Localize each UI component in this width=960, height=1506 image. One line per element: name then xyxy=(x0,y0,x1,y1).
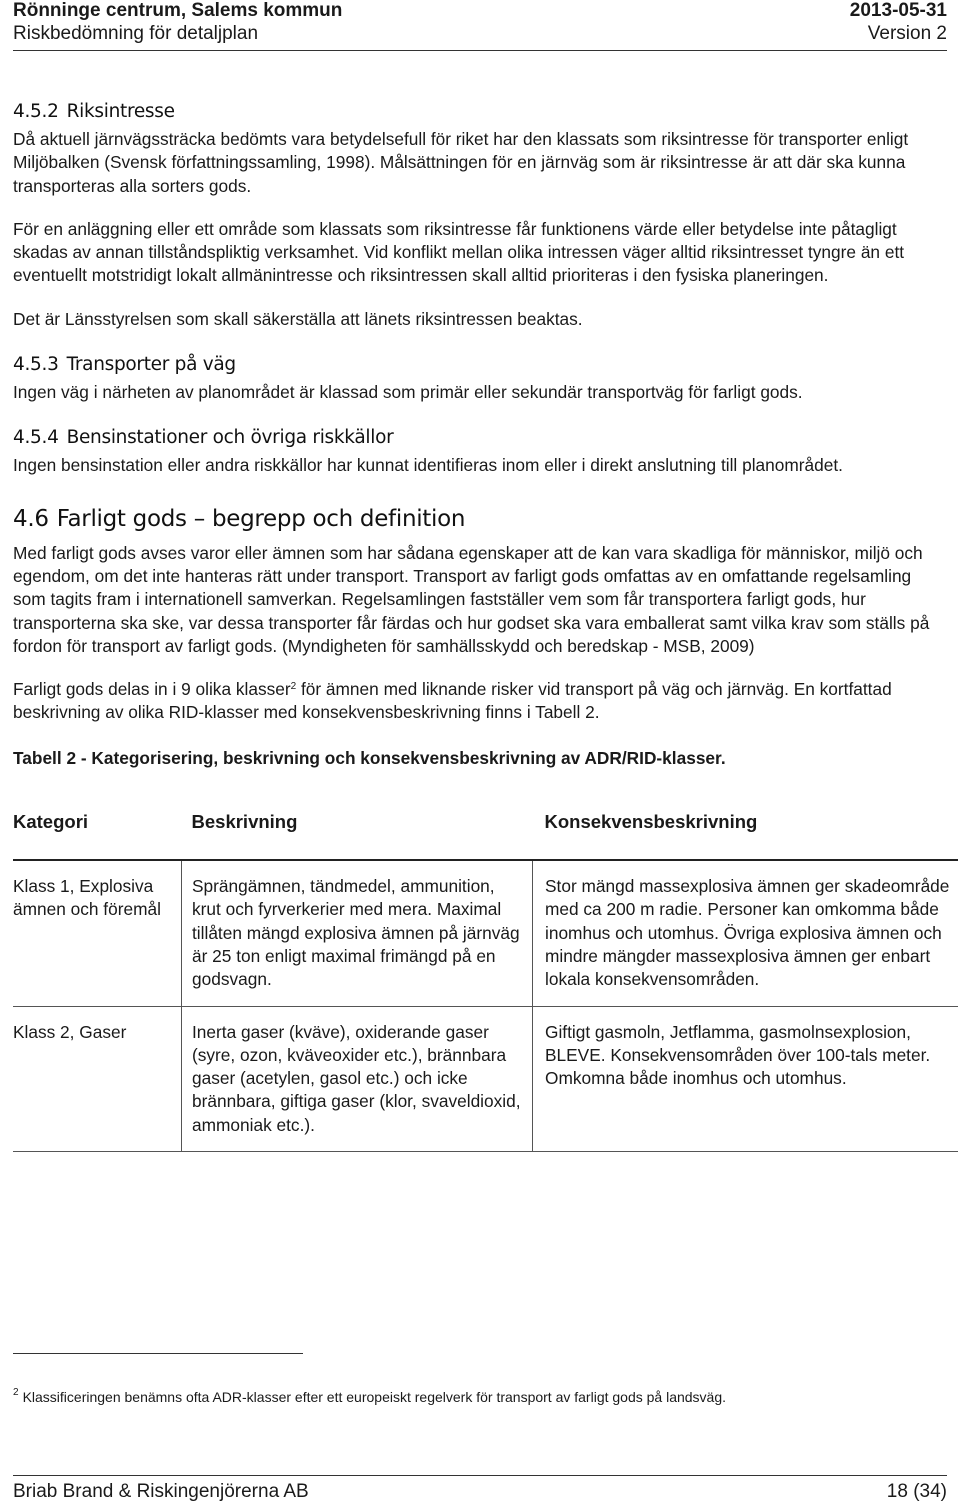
footnote-marker: 2 xyxy=(13,1387,19,1398)
cell-category: Klass 1, Explosiva ämnen och föremål xyxy=(13,860,182,1006)
paragraph: Då aktuell järnvägssträcka bedömts vara betydelsefull för riket har den klassats som riksintresse för transporter enligt Miljöbalken (Svensk författningssamling, 1998). Målsättningen för en järnväg som är riksintresse är att där ska kunna transporteras alla sorters gods. xyxy=(13,129,909,196)
paragraph: Ingen bensinstation eller andra riskkällor har kunnat identifieras inom eller i direkt anslutning till planområdet. xyxy=(13,455,843,476)
table-caption: Tabell 2 - Kategorisering, beskrivning och konsekvensbeskrivning av ADR/RID-klasser. xyxy=(13,747,726,768)
cell-consequence: Giftigt gasmoln, Jetflamma, gasmolnsexplosion, BLEVE. Konsekvensområden över 100-tals meter. Omkomna både inomhus och utomhus. xyxy=(533,1006,959,1151)
header-divider xyxy=(13,50,947,51)
footer-divider xyxy=(13,1475,947,1476)
page-number: 18 (34) xyxy=(886,1481,947,1502)
cell-description: Sprängämnen, tändmedel, ammunition, krut och fyrverkerier med mera. Maximal tillåten mängd explosiva ämnen på järnväg är 25 ton enligt maximal frimängd på en godsvagn. xyxy=(182,860,533,1006)
text-run: för ämnen med liknande risker vid transport på väg och järnväg. En kortfattad beskrivning av olika RID-klasser med konsekvensbeskrivning finns i Tabell 2. xyxy=(13,679,892,723)
section-number: 4.6 xyxy=(13,505,49,532)
paragraph: Ingen väg i närheten av planområdet är klassad som primär eller sekundär transportväg för farligt gods. xyxy=(13,382,803,403)
footnote-reference: 2 xyxy=(290,681,297,693)
footnote-divider xyxy=(13,1353,303,1354)
footer-company: Briab Brand & Riskingenjörerna AB xyxy=(13,1481,309,1502)
footnote-text: Klassificeringen benämns ofta ADR-klasser efter ett europeiskt regelverk för transport av farligt gods på landsväg. xyxy=(22,1389,727,1405)
paragraph: För en anläggning eller ett område som klassats som riksintresse får funktionens värde eller betydelse inte påtagligt skadas av annan tillståndspliktig verksamhet. Vid konflikt mellan olika intressen väger alltid riksintresset tyngre än ett eventuellt motstridigt lokalt allmänintresse och riksintressen skall alltid prioriteras i den fysiska planeringen. xyxy=(13,218,905,286)
column-header-description: Beskrivning xyxy=(182,810,533,860)
cell-description: Inerta gaser (kväve), oxiderande gaser (syre, ozon, kväveoxider etc.), brännbara gaser (acetylen, gasol etc.) och icke brännbara, giftiga gaser (klor, svaveldioxid, ammoniak etc.). xyxy=(182,1006,533,1151)
section-number: 4.5.2 xyxy=(13,101,59,122)
document-title: Rönninge centrum, Salems kommun xyxy=(13,0,343,21)
column-header-category: Kategori xyxy=(13,810,182,860)
page-body xyxy=(13,100,948,1152)
section-number: 4.5.4 xyxy=(13,427,59,449)
table-row xyxy=(13,860,958,1006)
cell-consequence: Stor mängd massexplosiva ämnen ger skadeområde med ca 200 m radie. Personer kan omkomma både inomhus och utomhus. Övriga explosiva ämnen och mindre mängder massexplosiva ämnen ger enbart lokala konsekvensområden. xyxy=(533,860,959,1006)
classification-table xyxy=(13,810,958,1152)
paragraph xyxy=(13,678,948,725)
section-title: Bensinstationer och övriga riskkällor xyxy=(66,427,394,449)
section-title: Riksintresse xyxy=(66,101,175,122)
document-version: Version 2 xyxy=(867,23,947,44)
table-header-row xyxy=(13,810,958,860)
document-subtitle: Riskbedömning för detaljplan xyxy=(13,23,259,44)
section-heading-4-6 xyxy=(13,504,948,534)
section-number: 4.5.3 xyxy=(13,354,59,376)
section-title: Farligt gods – begrepp och definition xyxy=(56,505,466,532)
section-title: Transporter på väg xyxy=(66,354,236,376)
cell-category: Klass 2, Gaser xyxy=(13,1006,182,1151)
footnote xyxy=(13,1388,726,1406)
paragraph: Det är Länsstyrelsen som skall säkerställa att länets riksintressen beaktas. xyxy=(13,308,583,329)
text-run: Farligt gods delas in i 9 olika klasser xyxy=(13,679,291,700)
page-header-bottom xyxy=(13,23,947,45)
section-heading-4-5-4 xyxy=(13,426,948,450)
page-footer xyxy=(13,1481,947,1503)
table-row xyxy=(13,1006,958,1151)
document-date: 2013-05-31 xyxy=(849,0,947,21)
page-header-top xyxy=(13,0,947,22)
paragraph: Med farligt gods avses varor eller ämnen som har sådana egenskaper att de kan vara skadliga för människor, miljö och egendom, om det inte hanteras rätt under transport. Transport av farligt gods omfattas av en omfattande regelsamling som tagits fram i internationell samverkan. Regelsamlingen fastställer vem som får transportera farligt gods, hur transporterna ska ske, var dessa transporter får färdas och hur godset ska vara emballerat samt vilka krav som ställs på fordon för transport av farligt gods. (Myndigheten för samhällsskydd och beredskap - MSB, 2009) xyxy=(13,542,930,656)
section-heading-4-5-2 xyxy=(13,100,948,124)
column-header-consequence: Konsekvensbeskrivning xyxy=(533,810,959,860)
section-heading-4-5-3 xyxy=(13,353,948,377)
